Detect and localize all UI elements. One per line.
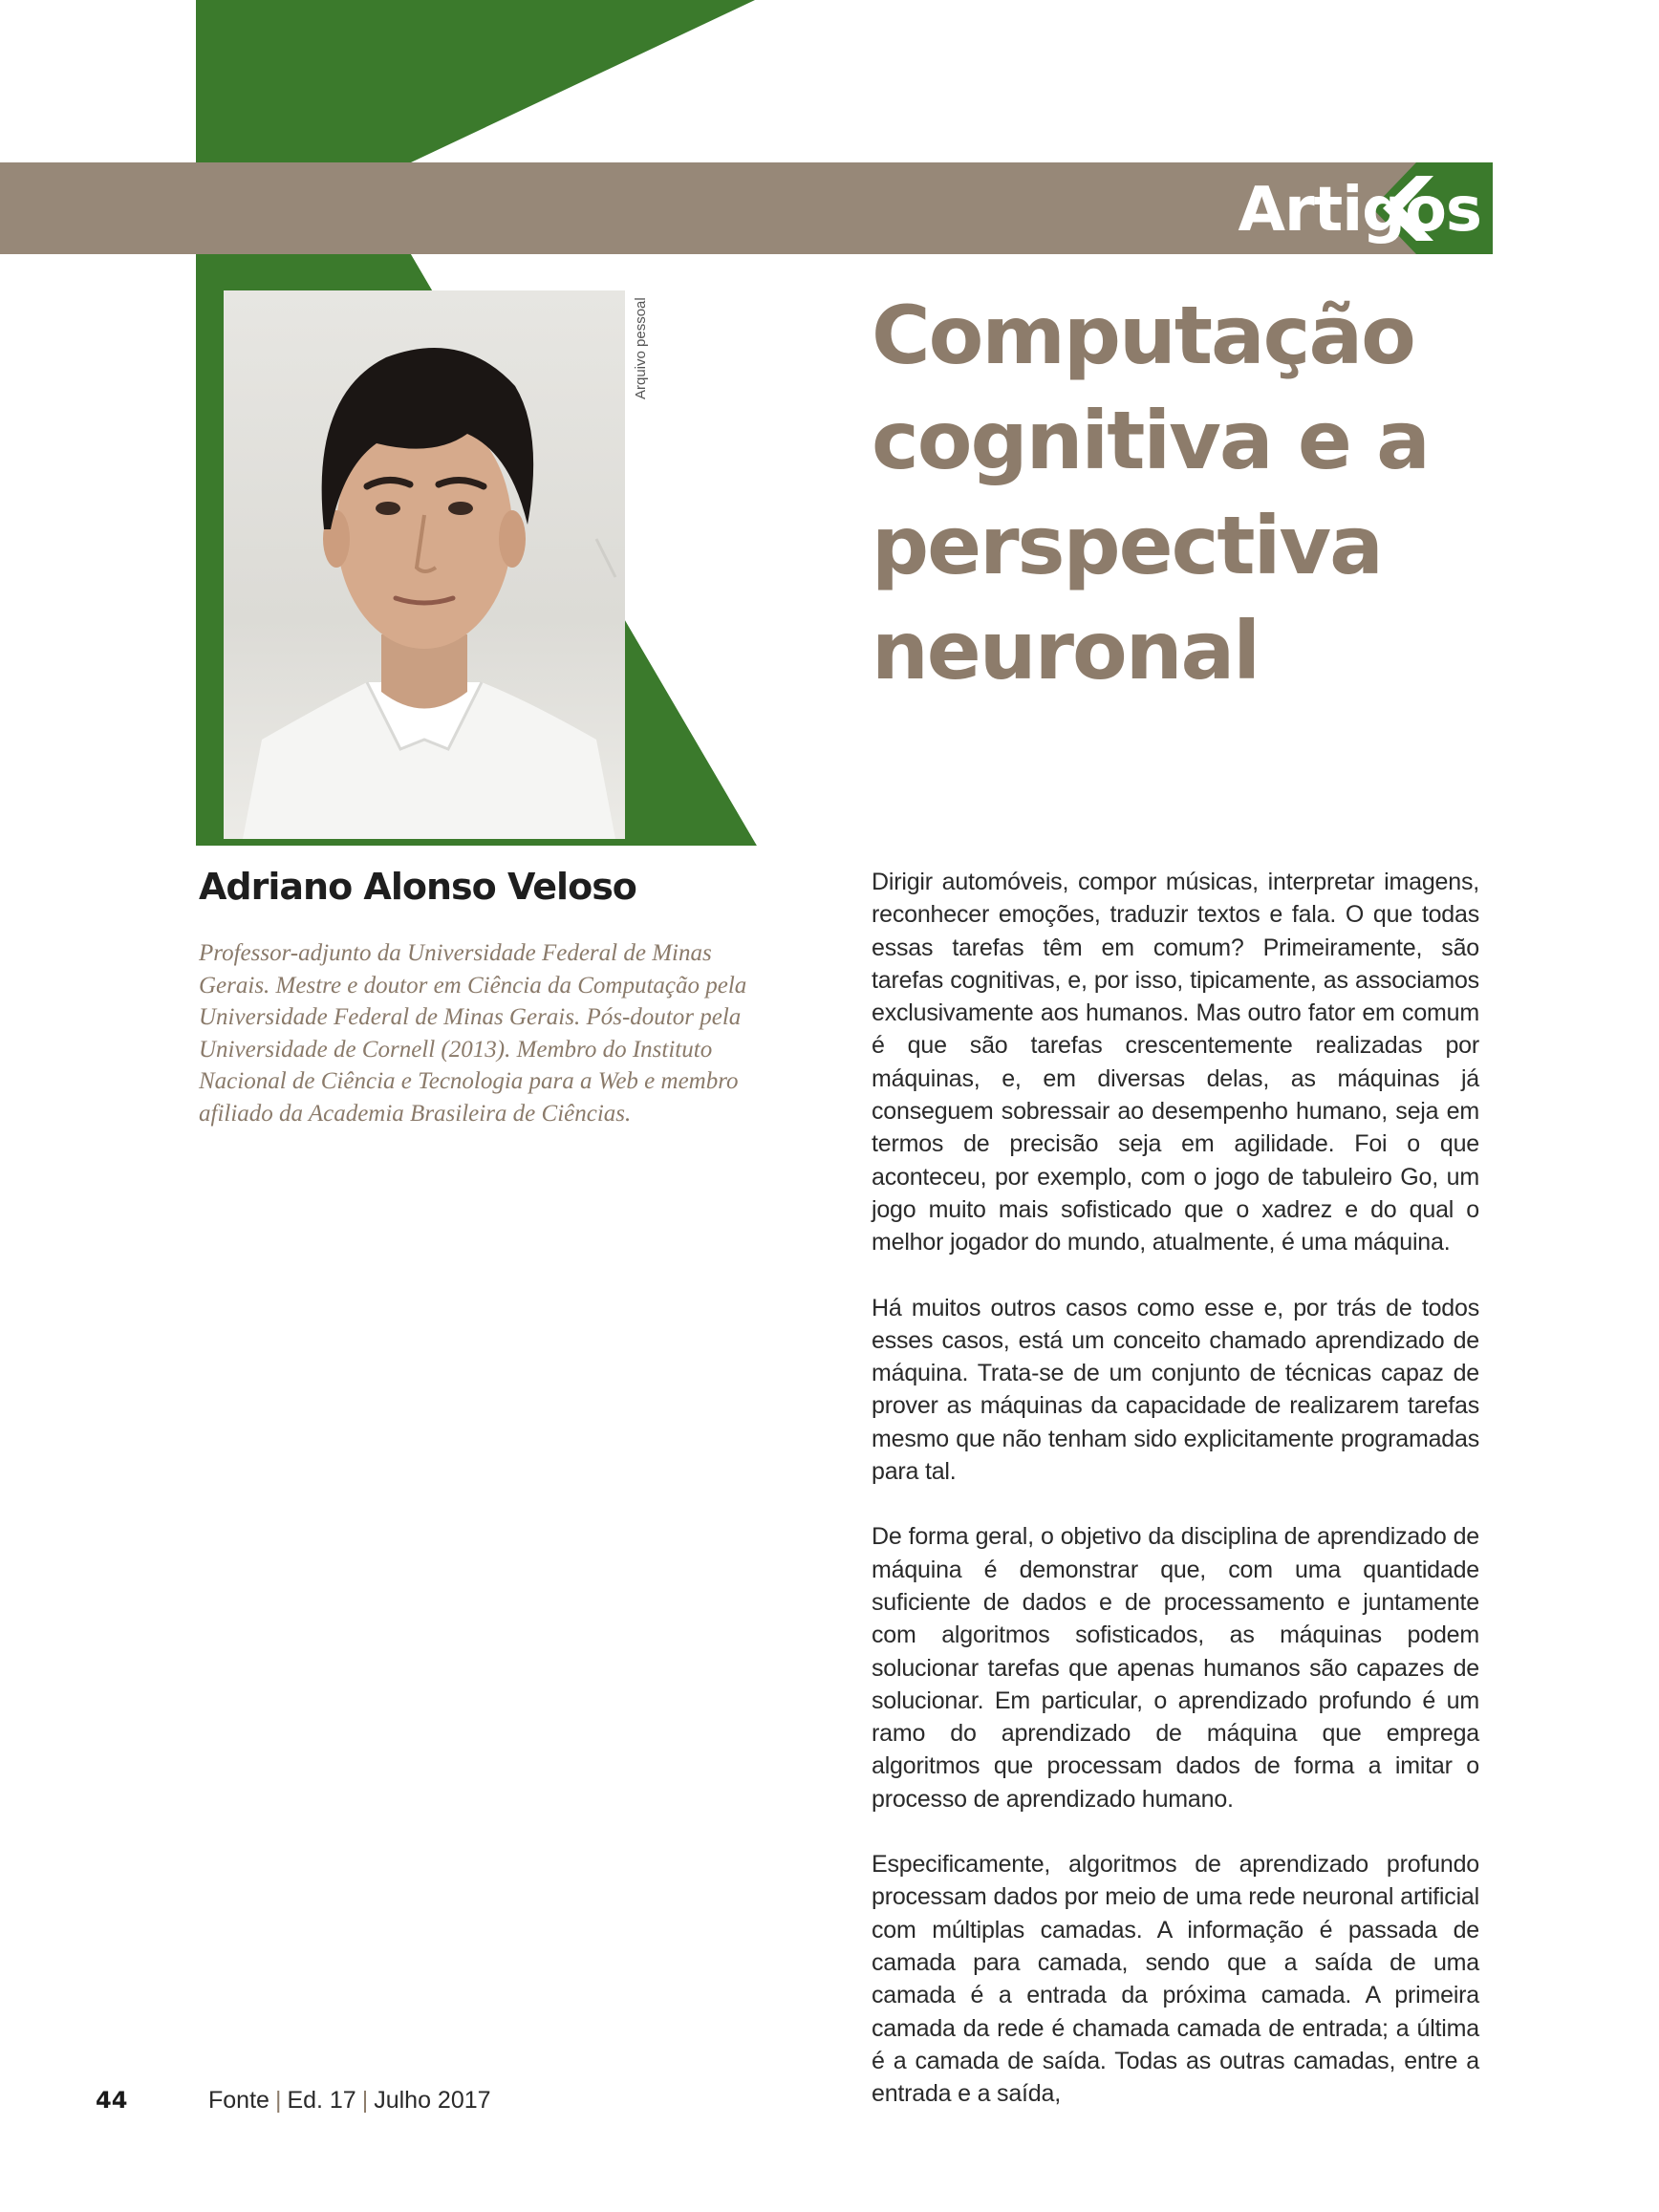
- green-header-shape: [196, 0, 755, 162]
- footer-edition: Ed. 17: [287, 2087, 356, 2114]
- title-line: Computação: [872, 289, 1414, 382]
- body-paragraph: Há muitos outros casos como esse e, por trás de todos esses casos, está um conceito chamado aprendizado de máquina. Trata-se de um conjunto de técnicas capaz de prover as máquinas da capacidade de realizarem tarefas mesmo que não tenham sido explicitamente programadas para tal.: [872, 1294, 1479, 1486]
- title-line: neuronal: [872, 604, 1259, 698]
- page-number: 44: [96, 2087, 128, 2114]
- article-body: [872, 866, 1479, 2142]
- author-portrait-illustration: [224, 290, 625, 839]
- footer-publication-info: [208, 2087, 491, 2115]
- footer-separator: |: [361, 2087, 369, 2114]
- photo-credit: Arquivo pessoal: [633, 297, 649, 399]
- body-paragraph: De forma geral, o objetivo da disciplina de aprendizado de máquina é demonstrar que, com uma quantidade suficiente de dados e de processamento e juntamente com algoritmos sofisticados, as máquinas podem solucionar tarefas que apenas humanos são capazes de solucionar. Em particular, o aprendizado profundo é um ramo do aprendizado de máquina que emprega algoritmos que processam dados de forma a imitar o processo de aprendizado humano.: [872, 1523, 1479, 1813]
- body-paragraph: Especificamente, algoritmos de aprendizado profundo processam dados por meio de uma rede neuronal artificial com múltiplas camadas. A informação é passada de camada para camada, sendo que a saída de uma camada é a entrada da próxima camada. A primeira camada da rede é chamada camada de entrada; a última é a camada de saída. Todas as outras camadas, entre a entrada e a saída,: [872, 1851, 1479, 2108]
- footer-separator: |: [274, 2087, 282, 2114]
- title-line: cognitiva e a: [872, 394, 1429, 487]
- author-name: Adriano Alonso Veloso: [199, 866, 636, 908]
- body-paragraph: Dirigir automóveis, compor músicas, interpretar imagens, reconhecer emoções, traduzir textos e fala. O que todas essas tarefas têm em comum? Primeiramente, são tarefas cognitivas, e, por isso, tipicamente, as associamos exclusivamente aos humanos. Mas outro fator em comum é que são tarefas crescentemente realizadas por máquinas, e, em diversas delas, as máquinas já conseguem sobressair ao desempenho humano, seja em termos de precisão seja em agilidade. Foi o que aconteceu, por exemplo, com o jogo de tabuleiro Go, um jogo muito mais sofisticado que o xadrez e do qual o melhor jogador do mundo, atualmente, é uma máquina.: [872, 869, 1479, 1256]
- title-line: perspectiva: [872, 499, 1382, 592]
- author-photo: [224, 290, 625, 839]
- author-bio: Professor-adjunto da Universidade Federal de Minas Gerais. Mestre e doutor em Ciência da Computação pela Universidade Federal de Minas Gerais. Pós-doutor pela Universidade de Cornell (2013). Membro do Instituto Nacional de Ciência e Tecnologia para a Web e membro afiliado da Academia Brasileira de Ciências.: [199, 940, 747, 1127]
- footer-date: Julho 2017: [374, 2087, 491, 2114]
- article-title: [872, 283, 1483, 703]
- footer-publication: Fonte: [208, 2087, 269, 2114]
- section-label: Artigos: [1238, 175, 1481, 246]
